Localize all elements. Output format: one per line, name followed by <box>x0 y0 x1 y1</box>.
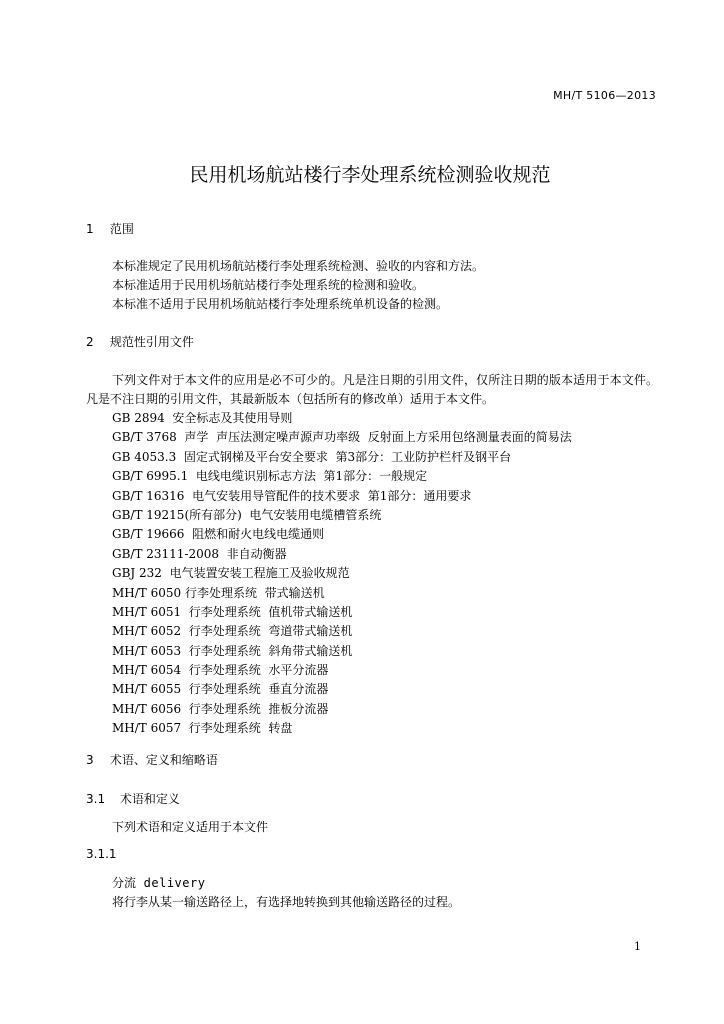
reference-item: GB 4053.3 固定式钢梯及平台安全要求 第3部分：工业防护栏杆及钢平台 <box>112 449 512 464</box>
reference-item: GB 2894 安全标志及其使用导则 <box>112 411 293 425</box>
reference-item: GBJ 232 电气装置安装工程施工及验收规范 <box>112 566 350 581</box>
reference-item: GB/T 6995.1 电线电缆识别标志方法 第1部分：一般规定 <box>112 469 428 484</box>
section-number: 3.1 <box>86 792 106 806</box>
reference-item: MH/T 6057 行李处理系统 转盘 <box>112 721 293 736</box>
section-3-heading <box>86 751 218 768</box>
reference-item: GB/T 23111-2008 非自动衡器 <box>112 546 287 561</box>
term-name <box>112 874 460 893</box>
section-1-heading <box>86 220 134 237</box>
section-2-heading <box>86 333 194 350</box>
reference-item: GB/T 19666 阻燃和耐火电线电缆通则 <box>112 527 325 542</box>
section-title: 术语和定义 <box>119 792 180 806</box>
reference-item: MH/T 6055 行李处理系统 垂直分流器 <box>112 682 329 697</box>
reference-item: MH/T 6051 行李处理系统 值机带式输送机 <box>112 604 353 619</box>
section-number: 3 <box>86 753 94 767</box>
term-chinese: 分流 <box>112 876 137 890</box>
term-english: delivery <box>143 876 206 890</box>
section-3-1-heading <box>86 790 180 807</box>
normative-references-intro: 下列文件对于本文件的应用是必不可少的。凡是注日期的引用文件，仅所注日期的版本适用于本文件。凡是不注日期的引用文件，其最新版本（包括所有的修改单）适用于本文件。 <box>86 373 658 406</box>
scope-paragraph-2: 本标准适用于民用机场航站楼行李处理系统的检测和验收。 <box>112 278 425 292</box>
reference-item: MH/T 6052 行李处理系统 弯道带式输送机 <box>112 624 353 639</box>
reference-item: GB/T 19215(所有部分) 电气安装用电缆槽管系统 <box>112 507 382 522</box>
reference-item: MH/T 6050 行李处理系统 带式输送机 <box>112 585 325 600</box>
reference-item: MH/T 6054 行李处理系统 水平分流器 <box>112 663 329 678</box>
page-number: 1 <box>634 940 641 953</box>
reference-item: GB/T 16316 电气安装用导管配件的技术要求 第1部分：通用要求 <box>112 488 472 503</box>
scope-paragraph-3: 本标准不适用于民用机场航站楼行李处理系统单机设备的检测。 <box>112 297 449 311</box>
terms-intro: 下列术语和定义适用于本文件 <box>112 820 269 834</box>
term-entry <box>112 874 460 912</box>
scope-paragraph-1: 本标准规定了民用机场航站楼行李处理系统检测、验收的内容和方法。 <box>112 259 485 273</box>
document-title: 民用机场航站楼行李处理系统检测验收规范 <box>189 164 551 186</box>
section-number: 3.1.1 <box>86 847 117 861</box>
section-3-1-1-heading <box>86 847 117 861</box>
section-title: 范围 <box>109 222 134 236</box>
section-title: 术语、定义和缩略语 <box>109 753 218 767</box>
reference-item: GB/T 3768 声学 声压法测定噪声源声功率级 反射面上方采用包络测量表面的简易法 <box>112 430 572 445</box>
section-number: 1 <box>86 222 94 236</box>
reference-item: MH/T 6053 行李处理系统 斜角带式输送机 <box>112 643 353 658</box>
reference-list <box>112 409 572 739</box>
section-title: 规范性引用文件 <box>109 335 194 349</box>
document-code: MH/T 5106—2013 <box>553 89 656 102</box>
reference-item: MH/T 6056 行李处理系统 推板分流器 <box>112 701 329 716</box>
section-number: 2 <box>86 335 94 349</box>
term-definition: 将行李从某一输送路径上，有选择地转换到其他输送路径的过程。 <box>112 895 461 909</box>
